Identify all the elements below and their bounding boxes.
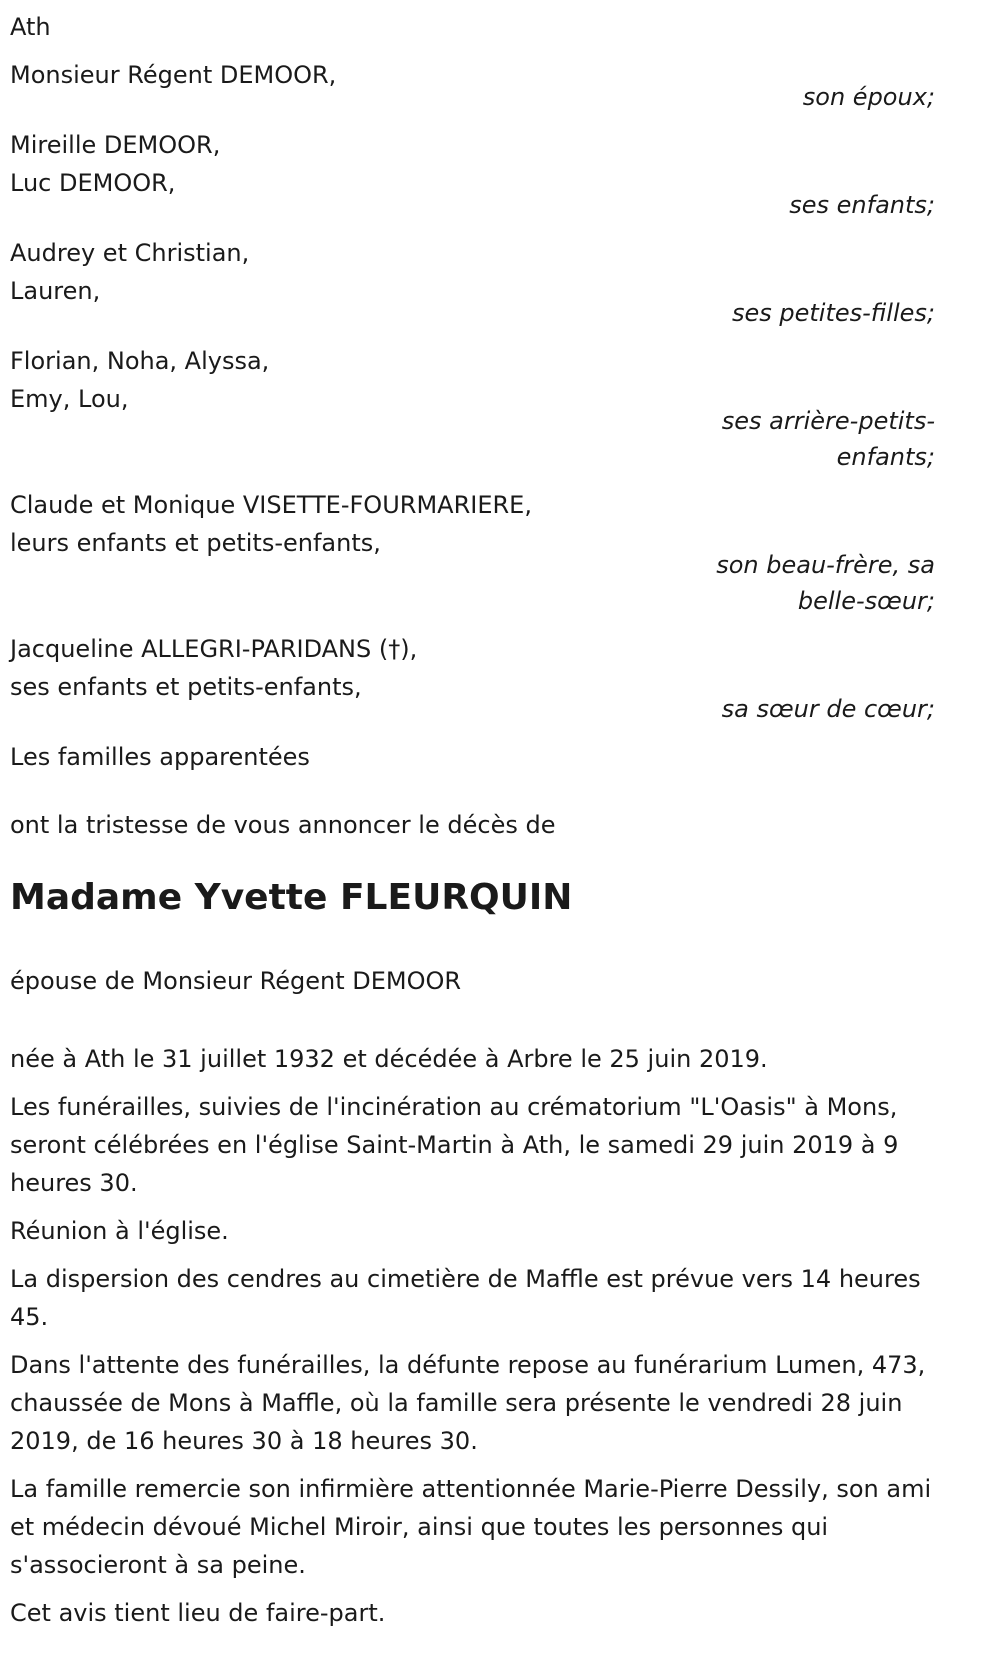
spouse-line: épouse de Monsieur Régent DEMOOR <box>10 967 462 995</box>
family-group-sister-of-heart <box>10 630 935 728</box>
family-role: enfants; <box>836 443 935 471</box>
paragraph: Cet avis tient lieu de faire-part. <box>10 1599 386 1627</box>
family-role: son beau-frère, sa <box>716 551 935 579</box>
family-name: ses enfants et petits-enfants, <box>10 673 362 701</box>
paragraph: Dans l'attente des funérailles, la défunte repose au funérarium Lumen, 473, chaussée de Mons à Maffle, où la famille sera présente le vendredi 28 juin 2019, de 16 heures 30 à 18 heures 30. <box>10 1351 926 1455</box>
deceased-name: Madame Yvette FLEURQUIN <box>10 877 573 918</box>
family-group-granddaughters <box>10 234 935 332</box>
family-role: ses petites-filles; <box>731 299 935 327</box>
closing-family: Les familles apparentées <box>10 743 310 771</box>
family-name: leurs enfants et petits-enfants, <box>10 529 381 557</box>
family-name: Florian, Noha, Alyssa, <box>10 347 270 375</box>
paragraph: La dispersion des cendres au cimetière de Maffle est prévue vers 14 heures 45. <box>10 1265 921 1331</box>
family-group-great-grandchildren <box>10 342 935 476</box>
obituary-notice <box>10 8 935 1642</box>
family-role: belle-sœur; <box>797 587 935 615</box>
family-role: son époux; <box>802 83 935 111</box>
location: Ath <box>10 13 51 41</box>
family-name: Claude et Monique VISETTE-FOURMARIERE, <box>10 491 532 519</box>
family-name: Jacqueline ALLEGRI-PARIDANS (†), <box>10 635 418 663</box>
family-name: Mireille DEMOOR, <box>10 131 221 159</box>
family-name: Emy, Lou, <box>10 385 129 413</box>
paragraph: Les funérailles, suivies de l'incinération au crématorium "L'Oasis" à Mons, seront célébrées en l'église Saint-Martin à Ath, le samedi 29 juin 2019 à 9 heures 30. <box>10 1093 899 1197</box>
paragraph: La famille remercie son infirmière attentionnée Marie-Pierre Dessily, son ami et médecin dévoué Michel Miroir, ainsi que toutes les personnes qui s'associeront à sa peine. <box>10 1475 932 1579</box>
family-name: Luc DEMOOR, <box>10 169 176 197</box>
family-role: ses enfants; <box>789 191 935 219</box>
family-name: Monsieur Régent DEMOOR, <box>10 61 337 89</box>
announcement: ont la tristesse de vous annoncer le décès de <box>10 811 556 839</box>
family-name: Lauren, <box>10 277 101 305</box>
family-role: sa sœur de cœur; <box>721 695 935 723</box>
family-group-in-laws <box>10 486 935 620</box>
family-role: ses arrière-petits- <box>721 407 935 435</box>
birth-death: née à Ath le 31 juillet 1932 et décédée à Arbre le 25 juin 2019. <box>10 1045 768 1073</box>
paragraph: Réunion à l'église. <box>10 1217 229 1245</box>
family-group-spouse <box>10 56 935 116</box>
family-group-children <box>10 126 935 224</box>
family-name: Audrey et Christian, <box>10 239 250 267</box>
